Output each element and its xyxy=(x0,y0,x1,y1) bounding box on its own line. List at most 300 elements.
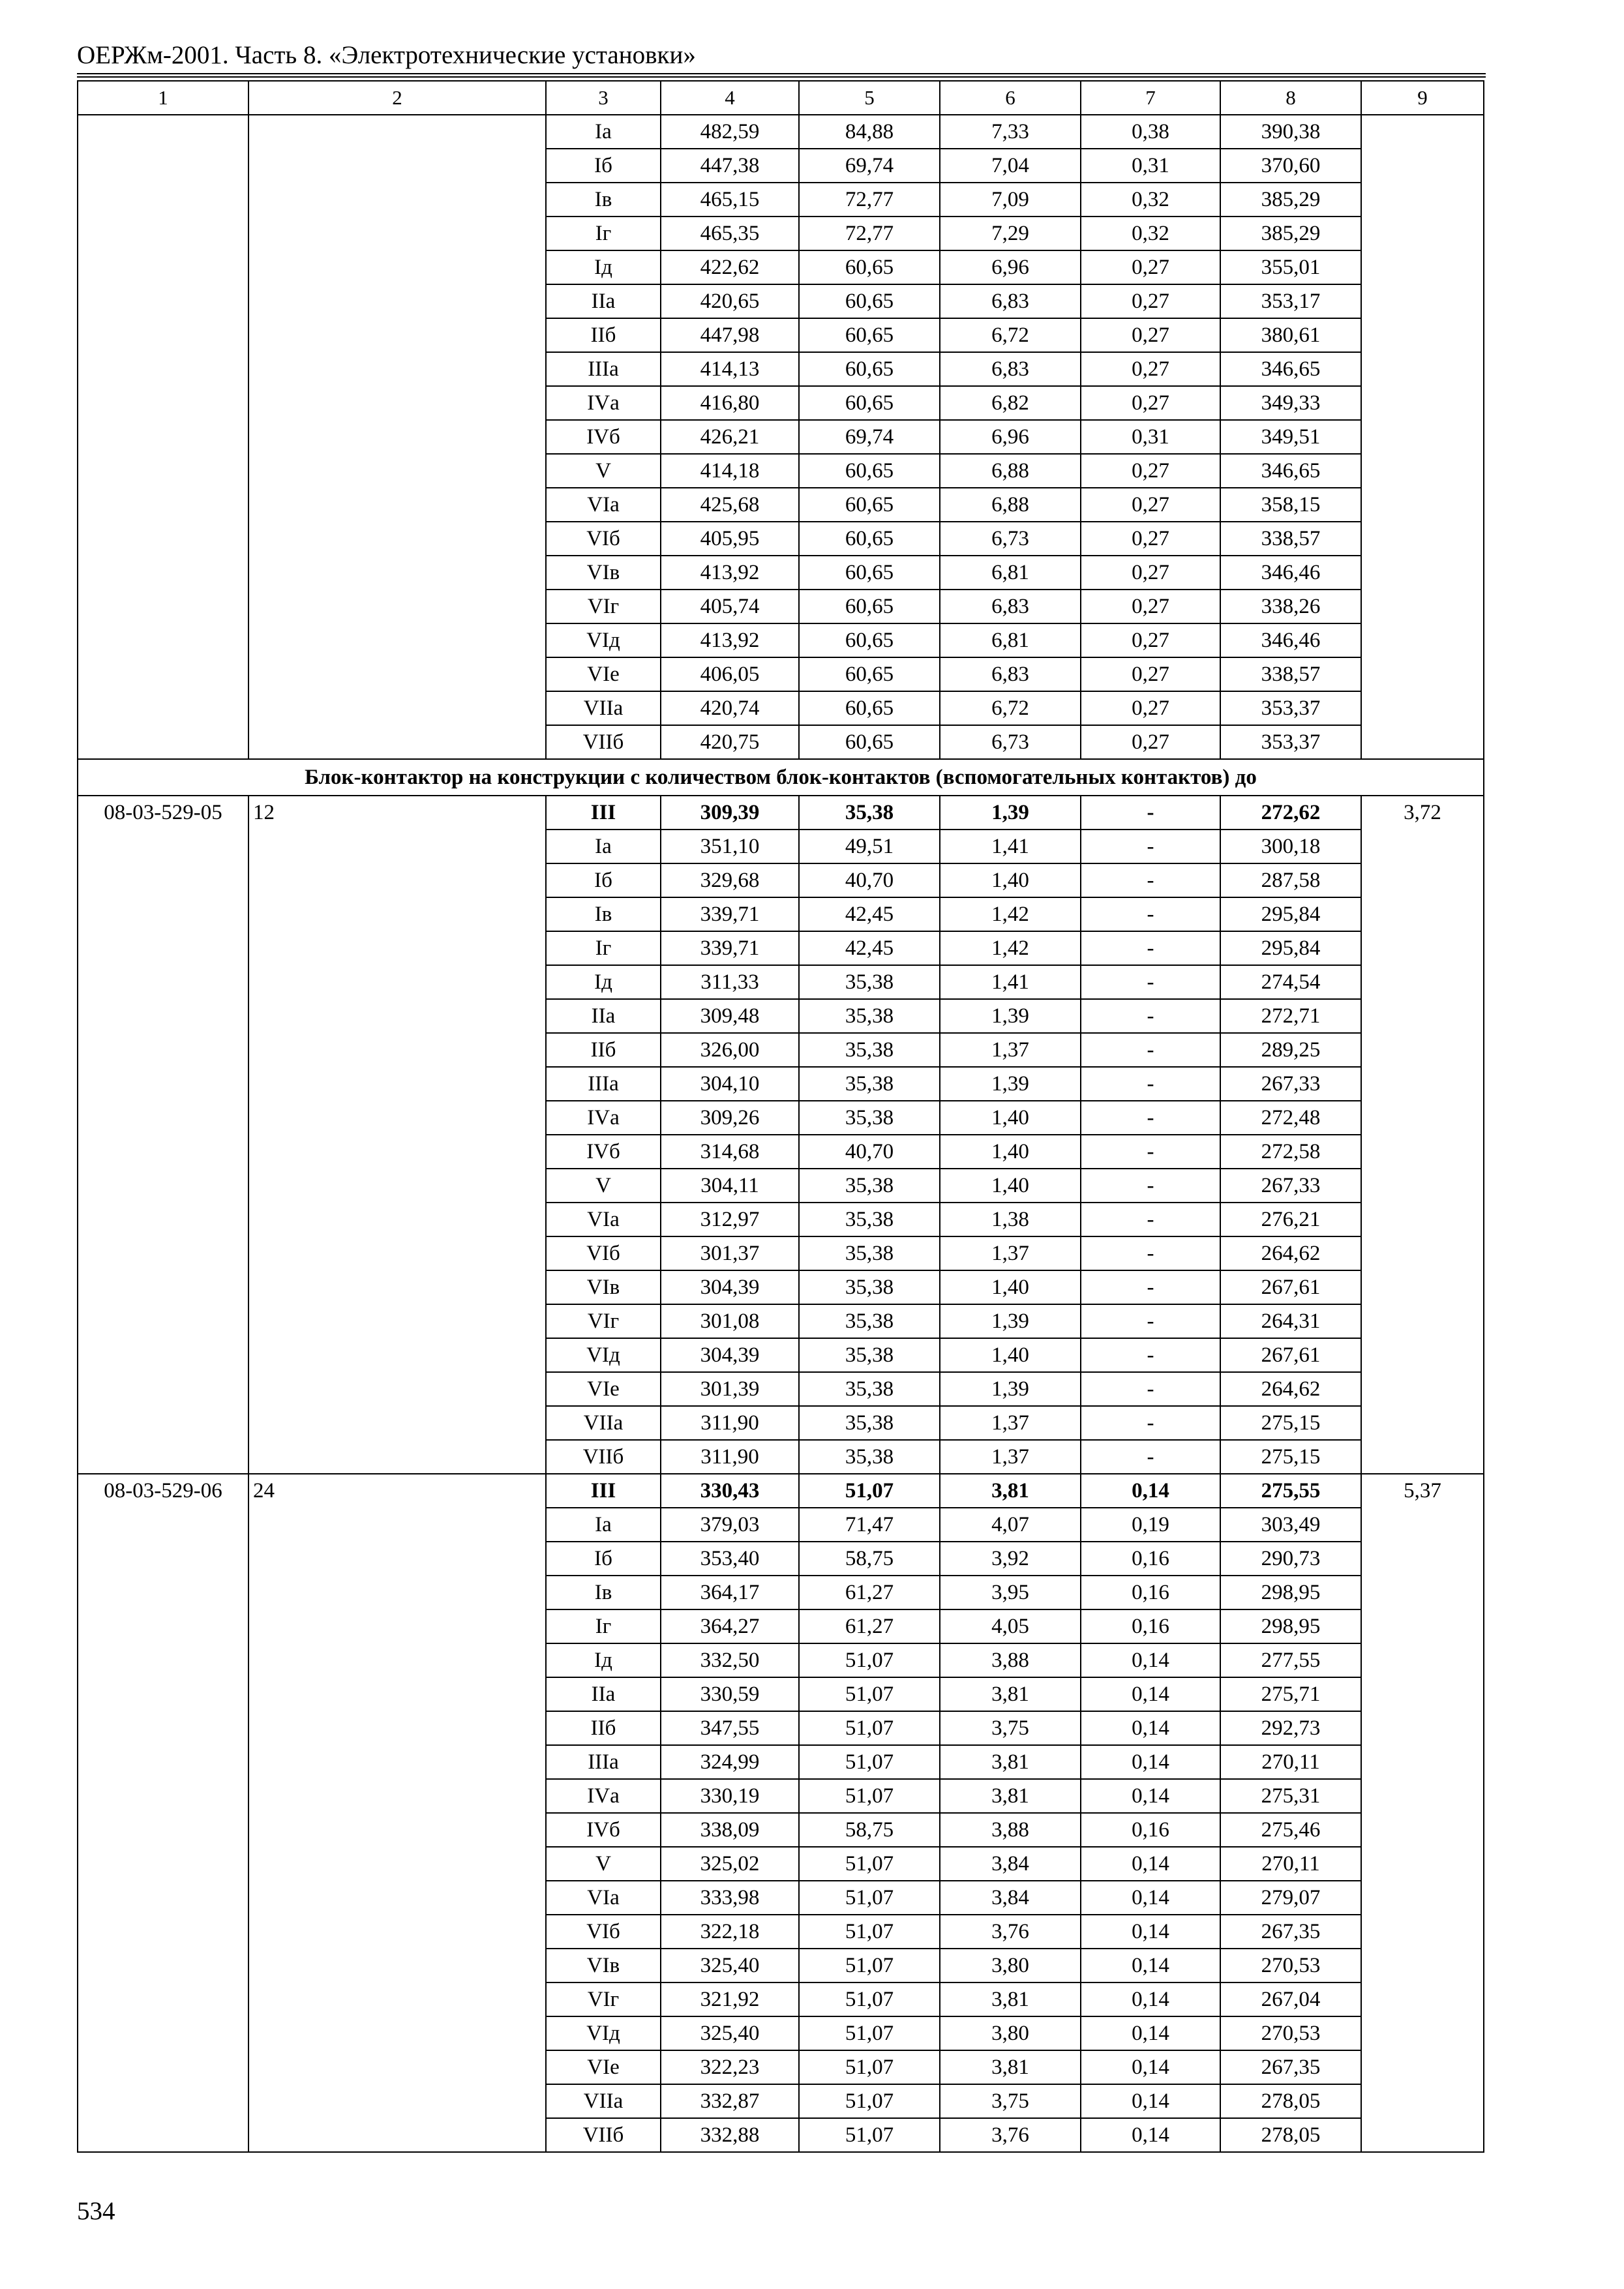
column-number: 8 xyxy=(1220,81,1361,115)
machine-cost-cell: 6,73 xyxy=(940,522,1081,556)
wage-cell: 35,38 xyxy=(799,1338,940,1372)
machinist-wage-cell: 0,31 xyxy=(1081,420,1220,454)
material-cost-cell: 279,07 xyxy=(1220,1881,1361,1915)
material-cost-cell: 338,26 xyxy=(1220,590,1361,623)
machinist-wage-cell: 0,14 xyxy=(1081,1677,1220,1711)
machine-cost-cell: 1,39 xyxy=(940,1067,1081,1101)
machinist-wage-cell: - xyxy=(1081,1372,1220,1406)
material-cost-cell: 267,35 xyxy=(1220,2050,1361,2084)
machine-cost-cell: 3,81 xyxy=(940,1677,1081,1711)
machinist-wage-cell: 0,27 xyxy=(1081,623,1220,657)
parameter-cell: 24 xyxy=(248,1474,546,2152)
machinist-wage-cell: 0,16 xyxy=(1081,1609,1220,1643)
material-cost-cell: 353,37 xyxy=(1220,725,1361,759)
machine-cost-cell: 3,81 xyxy=(940,1745,1081,1779)
wage-cell: 69,74 xyxy=(799,149,940,183)
wage-cell: 60,65 xyxy=(799,386,940,420)
zone-cell: IVа xyxy=(546,1101,661,1135)
machine-cost-cell: 3,88 xyxy=(940,1813,1081,1847)
machinist-wage-cell: - xyxy=(1081,796,1220,830)
wage-cell: 35,38 xyxy=(799,1236,940,1270)
material-cost-cell: 292,73 xyxy=(1220,1711,1361,1745)
material-cost-cell: 264,31 xyxy=(1220,1304,1361,1338)
machinist-wage-cell: 0,14 xyxy=(1081,1643,1220,1677)
machine-cost-cell: 3,75 xyxy=(940,1711,1081,1745)
total-cost-cell: 413,92 xyxy=(661,623,799,657)
wage-cell: 51,07 xyxy=(799,1711,940,1745)
machine-cost-cell: 6,83 xyxy=(940,352,1081,386)
wage-cell: 51,07 xyxy=(799,1982,940,2016)
machinist-wage-cell: 0,27 xyxy=(1081,352,1220,386)
total-cost-cell: 339,71 xyxy=(661,897,799,931)
machinist-wage-cell: 0,27 xyxy=(1081,556,1220,590)
machinist-wage-cell: 0,14 xyxy=(1081,2118,1220,2152)
labor-cell xyxy=(1361,115,1484,759)
column-numbers-row xyxy=(78,81,1484,115)
zone-cell: IVб xyxy=(546,1813,661,1847)
material-cost-cell: 275,55 xyxy=(1220,1474,1361,1508)
material-cost-cell: 267,33 xyxy=(1220,1169,1361,1203)
machine-cost-cell: 7,09 xyxy=(940,183,1081,217)
machinist-wage-cell: - xyxy=(1081,1270,1220,1304)
machinist-wage-cell: 0,31 xyxy=(1081,149,1220,183)
total-cost-cell: 405,74 xyxy=(661,590,799,623)
machinist-wage-cell: 0,27 xyxy=(1081,318,1220,352)
zone-cell: VIIа xyxy=(546,2084,661,2118)
machine-cost-cell: 1,40 xyxy=(940,1338,1081,1372)
material-cost-cell: 272,58 xyxy=(1220,1135,1361,1169)
machine-cost-cell: 6,83 xyxy=(940,284,1081,318)
material-cost-cell: 353,37 xyxy=(1220,691,1361,725)
total-cost-cell: 420,65 xyxy=(661,284,799,318)
material-cost-cell: 275,15 xyxy=(1220,1406,1361,1440)
wage-cell: 35,38 xyxy=(799,1304,940,1338)
wage-cell: 35,38 xyxy=(799,1067,940,1101)
total-cost-cell: 301,08 xyxy=(661,1304,799,1338)
machine-cost-cell: 7,33 xyxy=(940,115,1081,149)
machinist-wage-cell: 0,14 xyxy=(1081,1474,1220,1508)
material-cost-cell: 272,71 xyxy=(1220,999,1361,1033)
total-cost-cell: 413,92 xyxy=(661,556,799,590)
wage-cell: 35,38 xyxy=(799,1169,940,1203)
total-cost-cell: 309,39 xyxy=(661,796,799,830)
material-cost-cell: 295,84 xyxy=(1220,931,1361,965)
zone-cell: VIе xyxy=(546,657,661,691)
machine-cost-cell: 1,40 xyxy=(940,1101,1081,1135)
machinist-wage-cell: - xyxy=(1081,1101,1220,1135)
material-cost-cell: 370,60 xyxy=(1220,149,1361,183)
zone-cell: Iв xyxy=(546,1576,661,1609)
total-cost-cell: 416,80 xyxy=(661,386,799,420)
zone-cell: Iг xyxy=(546,931,661,965)
machinist-wage-cell: 0,14 xyxy=(1081,2084,1220,2118)
total-cost-cell: 447,98 xyxy=(661,318,799,352)
material-cost-cell: 346,46 xyxy=(1220,556,1361,590)
machinist-wage-cell: - xyxy=(1081,1169,1220,1203)
total-cost-cell: 420,75 xyxy=(661,725,799,759)
machinist-wage-cell: - xyxy=(1081,1304,1220,1338)
machinist-wage-cell: 0,27 xyxy=(1081,454,1220,488)
wage-cell: 60,65 xyxy=(799,725,940,759)
wage-cell: 49,51 xyxy=(799,830,940,863)
total-cost-cell: 330,43 xyxy=(661,1474,799,1508)
table-body xyxy=(78,81,1484,2152)
machine-cost-cell: 3,84 xyxy=(940,1881,1081,1915)
zone-cell: VIе xyxy=(546,2050,661,2084)
wage-cell: 35,38 xyxy=(799,1033,940,1067)
wage-cell: 35,38 xyxy=(799,1270,940,1304)
rates-table xyxy=(77,80,1484,2153)
material-cost-cell: 264,62 xyxy=(1220,1236,1361,1270)
material-cost-cell: 355,01 xyxy=(1220,250,1361,284)
total-cost-cell: 326,00 xyxy=(661,1033,799,1067)
machinist-wage-cell: 0,27 xyxy=(1081,284,1220,318)
total-cost-cell: 322,23 xyxy=(661,2050,799,2084)
zone-cell: VIIб xyxy=(546,1440,661,1474)
zone-cell: VIа xyxy=(546,1203,661,1236)
material-cost-cell: 298,95 xyxy=(1220,1576,1361,1609)
zone-cell: VIб xyxy=(546,1915,661,1949)
machine-cost-cell: 3,76 xyxy=(940,2118,1081,2152)
machinist-wage-cell: 0,16 xyxy=(1081,1542,1220,1576)
material-cost-cell: 300,18 xyxy=(1220,830,1361,863)
machinist-wage-cell: 0,27 xyxy=(1081,691,1220,725)
machine-cost-cell: 7,29 xyxy=(940,217,1081,250)
zone-cell: VIв xyxy=(546,1270,661,1304)
machine-cost-cell: 1,39 xyxy=(940,1372,1081,1406)
total-cost-cell: 324,99 xyxy=(661,1745,799,1779)
total-cost-cell: 465,15 xyxy=(661,183,799,217)
material-cost-cell: 338,57 xyxy=(1220,522,1361,556)
section-title: Блок-контактор на конструкции с количеством блок-контактов (вспомогательных контактов) до xyxy=(78,759,1484,796)
total-cost-cell: 420,74 xyxy=(661,691,799,725)
material-cost-cell: 338,57 xyxy=(1220,657,1361,691)
zone-cell: VIб xyxy=(546,522,661,556)
column-number: 5 xyxy=(799,81,940,115)
material-cost-cell: 274,54 xyxy=(1220,965,1361,999)
wage-cell: 51,07 xyxy=(799,1949,940,1982)
machinist-wage-cell: 0,14 xyxy=(1081,1745,1220,1779)
machine-cost-cell: 6,81 xyxy=(940,556,1081,590)
wage-cell: 35,38 xyxy=(799,1440,940,1474)
machine-cost-cell: 6,82 xyxy=(940,386,1081,420)
total-cost-cell: 309,48 xyxy=(661,999,799,1033)
machinist-wage-cell: 0,27 xyxy=(1081,725,1220,759)
wage-cell: 51,07 xyxy=(799,1881,940,1915)
zone-cell: VIв xyxy=(546,556,661,590)
total-cost-cell: 339,71 xyxy=(661,931,799,965)
total-cost-cell: 301,39 xyxy=(661,1372,799,1406)
machine-cost-cell: 1,39 xyxy=(940,796,1081,830)
material-cost-cell: 380,61 xyxy=(1220,318,1361,352)
machine-cost-cell: 3,81 xyxy=(940,1474,1081,1508)
material-cost-cell: 346,65 xyxy=(1220,352,1361,386)
machinist-wage-cell: - xyxy=(1081,1338,1220,1372)
column-number: 6 xyxy=(940,81,1081,115)
zone-cell: VIIб xyxy=(546,725,661,759)
machine-cost-cell: 1,37 xyxy=(940,1406,1081,1440)
column-number: 9 xyxy=(1361,81,1484,115)
machine-cost-cell: 3,92 xyxy=(940,1542,1081,1576)
material-cost-cell: 270,53 xyxy=(1220,2016,1361,2050)
wage-cell: 51,07 xyxy=(799,2084,940,2118)
wage-cell: 35,38 xyxy=(799,999,940,1033)
page-header: ОЕРЖм-2001. Часть 8. «Электротехнические установки» xyxy=(77,41,696,69)
material-cost-cell: 278,05 xyxy=(1220,2118,1361,2152)
wage-cell: 61,27 xyxy=(799,1576,940,1609)
machinist-wage-cell: 0,27 xyxy=(1081,488,1220,522)
total-cost-cell: 314,68 xyxy=(661,1135,799,1169)
zone-cell: VIб xyxy=(546,1236,661,1270)
zone-cell: IIа xyxy=(546,1677,661,1711)
machine-cost-cell: 3,84 xyxy=(940,1847,1081,1881)
zone-cell: III xyxy=(546,1474,661,1508)
wage-cell: 72,77 xyxy=(799,183,940,217)
zone-cell: IIIа xyxy=(546,352,661,386)
material-cost-cell: 276,21 xyxy=(1220,1203,1361,1236)
material-cost-cell: 385,29 xyxy=(1220,183,1361,217)
wage-cell: 51,07 xyxy=(799,1677,940,1711)
wage-cell: 71,47 xyxy=(799,1508,940,1542)
material-cost-cell: 390,38 xyxy=(1220,115,1361,149)
header-rule xyxy=(77,76,1486,78)
zone-cell: VIг xyxy=(546,590,661,623)
material-cost-cell: 270,53 xyxy=(1220,1949,1361,1982)
zone-cell: VIа xyxy=(546,1881,661,1915)
machinist-wage-cell: 0,27 xyxy=(1081,386,1220,420)
machinist-wage-cell: - xyxy=(1081,1135,1220,1169)
wage-cell: 60,65 xyxy=(799,590,940,623)
wage-cell: 40,70 xyxy=(799,863,940,897)
total-cost-cell: 304,10 xyxy=(661,1067,799,1101)
total-cost-cell: 414,18 xyxy=(661,454,799,488)
machinist-wage-cell: 0,14 xyxy=(1081,1949,1220,1982)
zone-cell: IIб xyxy=(546,1711,661,1745)
wage-cell: 60,65 xyxy=(799,250,940,284)
material-cost-cell: 289,25 xyxy=(1220,1033,1361,1067)
zone-cell: VIв xyxy=(546,1949,661,1982)
zone-cell: Iг xyxy=(546,1609,661,1643)
total-cost-cell: 325,40 xyxy=(661,2016,799,2050)
zone-cell: V xyxy=(546,1847,661,1881)
machinist-wage-cell: - xyxy=(1081,830,1220,863)
machine-cost-cell: 1,38 xyxy=(940,1203,1081,1236)
material-cost-cell: 270,11 xyxy=(1220,1847,1361,1881)
zone-cell: IVб xyxy=(546,420,661,454)
total-cost-cell: 311,90 xyxy=(661,1440,799,1474)
zone-cell: Iв xyxy=(546,183,661,217)
column-number: 4 xyxy=(661,81,799,115)
wage-cell: 60,65 xyxy=(799,623,940,657)
machinist-wage-cell: 0,14 xyxy=(1081,1881,1220,1915)
total-cost-cell: 304,39 xyxy=(661,1270,799,1304)
wage-cell: 51,07 xyxy=(799,2016,940,2050)
table-row xyxy=(78,1474,1484,1508)
wage-cell: 51,07 xyxy=(799,1779,940,1813)
zone-cell: Iв xyxy=(546,897,661,931)
total-cost-cell: 482,59 xyxy=(661,115,799,149)
material-cost-cell: 349,51 xyxy=(1220,420,1361,454)
wage-cell: 61,27 xyxy=(799,1609,940,1643)
machine-cost-cell: 1,39 xyxy=(940,1304,1081,1338)
machinist-wage-cell: 0,14 xyxy=(1081,2016,1220,2050)
material-cost-cell: 270,11 xyxy=(1220,1745,1361,1779)
machine-cost-cell: 3,95 xyxy=(940,1576,1081,1609)
machine-cost-cell: 1,41 xyxy=(940,965,1081,999)
machine-cost-cell: 1,37 xyxy=(940,1236,1081,1270)
total-cost-cell: 465,35 xyxy=(661,217,799,250)
total-cost-cell: 309,26 xyxy=(661,1101,799,1135)
machinist-wage-cell: - xyxy=(1081,1067,1220,1101)
material-cost-cell: 275,31 xyxy=(1220,1779,1361,1813)
total-cost-cell: 301,37 xyxy=(661,1236,799,1270)
machine-cost-cell: 6,73 xyxy=(940,725,1081,759)
total-cost-cell: 426,21 xyxy=(661,420,799,454)
total-cost-cell: 406,05 xyxy=(661,657,799,691)
machinist-wage-cell: 0,27 xyxy=(1081,657,1220,691)
zone-cell: Iб xyxy=(546,149,661,183)
material-cost-cell: 346,46 xyxy=(1220,623,1361,657)
wage-cell: 58,75 xyxy=(799,1813,940,1847)
zone-cell: VIг xyxy=(546,1982,661,2016)
total-cost-cell: 304,39 xyxy=(661,1338,799,1372)
zone-cell: IIа xyxy=(546,284,661,318)
material-cost-cell: 278,05 xyxy=(1220,2084,1361,2118)
wage-cell: 69,74 xyxy=(799,420,940,454)
total-cost-cell: 364,17 xyxy=(661,1576,799,1609)
machine-cost-cell: 3,75 xyxy=(940,2084,1081,2118)
wage-cell: 35,38 xyxy=(799,965,940,999)
column-number: 1 xyxy=(78,81,248,115)
machine-cost-cell: 4,05 xyxy=(940,1609,1081,1643)
wage-cell: 51,07 xyxy=(799,1745,940,1779)
zone-cell: VIIа xyxy=(546,691,661,725)
code-cell xyxy=(78,115,248,759)
wage-cell: 60,65 xyxy=(799,318,940,352)
wage-cell: 60,65 xyxy=(799,657,940,691)
total-cost-cell: 332,87 xyxy=(661,2084,799,2118)
wage-cell: 58,75 xyxy=(799,1542,940,1576)
material-cost-cell: 267,33 xyxy=(1220,1067,1361,1101)
wage-cell: 60,65 xyxy=(799,284,940,318)
total-cost-cell: 311,90 xyxy=(661,1406,799,1440)
machine-cost-cell: 1,41 xyxy=(940,830,1081,863)
labor-cell: 5,37 xyxy=(1361,1474,1484,2152)
total-cost-cell: 422,62 xyxy=(661,250,799,284)
total-cost-cell: 353,40 xyxy=(661,1542,799,1576)
total-cost-cell: 332,88 xyxy=(661,2118,799,2152)
total-cost-cell: 364,27 xyxy=(661,1609,799,1643)
machine-cost-cell: 3,80 xyxy=(940,1949,1081,1982)
wage-cell: 84,88 xyxy=(799,115,940,149)
total-cost-cell: 333,98 xyxy=(661,1881,799,1915)
machine-cost-cell: 4,07 xyxy=(940,1508,1081,1542)
machine-cost-cell: 6,88 xyxy=(940,454,1081,488)
zone-cell: Iа xyxy=(546,830,661,863)
wage-cell: 51,07 xyxy=(799,2050,940,2084)
header-rule xyxy=(77,73,1486,74)
machine-cost-cell: 6,88 xyxy=(940,488,1081,522)
zone-cell: Iа xyxy=(546,1508,661,1542)
machinist-wage-cell: - xyxy=(1081,1236,1220,1270)
machine-cost-cell: 1,37 xyxy=(940,1033,1081,1067)
table-row xyxy=(78,796,1484,830)
total-cost-cell: 347,55 xyxy=(661,1711,799,1745)
total-cost-cell: 312,97 xyxy=(661,1203,799,1236)
zone-cell: VIе xyxy=(546,1372,661,1406)
machine-cost-cell: 1,40 xyxy=(940,863,1081,897)
zone-cell: IVб xyxy=(546,1135,661,1169)
zone-cell: IVа xyxy=(546,386,661,420)
machine-cost-cell: 6,83 xyxy=(940,590,1081,623)
machine-cost-cell: 3,76 xyxy=(940,1915,1081,1949)
machinist-wage-cell: 0,32 xyxy=(1081,217,1220,250)
zone-cell: IIIа xyxy=(546,1067,661,1101)
wage-cell: 51,07 xyxy=(799,1847,940,1881)
zone-cell: Iб xyxy=(546,1542,661,1576)
machinist-wage-cell: - xyxy=(1081,931,1220,965)
machinist-wage-cell: 0,32 xyxy=(1081,183,1220,217)
machinist-wage-cell: 0,14 xyxy=(1081,1982,1220,2016)
machine-cost-cell: 3,81 xyxy=(940,2050,1081,2084)
total-cost-cell: 379,03 xyxy=(661,1508,799,1542)
wage-cell: 40,70 xyxy=(799,1135,940,1169)
machine-cost-cell: 1,40 xyxy=(940,1169,1081,1203)
machine-cost-cell: 1,42 xyxy=(940,897,1081,931)
total-cost-cell: 325,02 xyxy=(661,1847,799,1881)
total-cost-cell: 321,92 xyxy=(661,1982,799,2016)
total-cost-cell: 425,68 xyxy=(661,488,799,522)
wage-cell: 35,38 xyxy=(799,1372,940,1406)
machinist-wage-cell: 0,14 xyxy=(1081,1711,1220,1745)
material-cost-cell: 275,46 xyxy=(1220,1813,1361,1847)
machine-cost-cell: 6,83 xyxy=(940,657,1081,691)
material-cost-cell: 267,61 xyxy=(1220,1338,1361,1372)
zone-cell: VIд xyxy=(546,2016,661,2050)
machine-cost-cell: 1,40 xyxy=(940,1135,1081,1169)
wage-cell: 35,38 xyxy=(799,1101,940,1135)
machinist-wage-cell: - xyxy=(1081,1033,1220,1067)
machinist-wage-cell: 0,14 xyxy=(1081,1779,1220,1813)
total-cost-cell: 405,95 xyxy=(661,522,799,556)
wage-cell: 60,65 xyxy=(799,556,940,590)
machine-cost-cell: 6,81 xyxy=(940,623,1081,657)
material-cost-cell: 349,33 xyxy=(1220,386,1361,420)
machinist-wage-cell: 0,16 xyxy=(1081,1576,1220,1609)
parameter-cell xyxy=(248,115,546,759)
material-cost-cell: 290,73 xyxy=(1220,1542,1361,1576)
code-cell: 08-03-529-05 xyxy=(78,796,248,1474)
zone-cell: IIб xyxy=(546,1033,661,1067)
material-cost-cell: 385,29 xyxy=(1220,217,1361,250)
zone-cell: V xyxy=(546,454,661,488)
material-cost-cell: 275,15 xyxy=(1220,1440,1361,1474)
machinist-wage-cell: - xyxy=(1081,965,1220,999)
machine-cost-cell: 6,96 xyxy=(940,250,1081,284)
wage-cell: 35,38 xyxy=(799,1203,940,1236)
material-cost-cell: 275,71 xyxy=(1220,1677,1361,1711)
total-cost-cell: 329,68 xyxy=(661,863,799,897)
zone-cell: Iд xyxy=(546,250,661,284)
wage-cell: 60,65 xyxy=(799,454,940,488)
machinist-wage-cell: - xyxy=(1081,863,1220,897)
wage-cell: 51,07 xyxy=(799,1643,940,1677)
zone-cell: VIд xyxy=(546,1338,661,1372)
column-number: 3 xyxy=(546,81,661,115)
machine-cost-cell: 3,88 xyxy=(940,1643,1081,1677)
machinist-wage-cell: 0,27 xyxy=(1081,250,1220,284)
code-cell: 08-03-529-06 xyxy=(78,1474,248,2152)
